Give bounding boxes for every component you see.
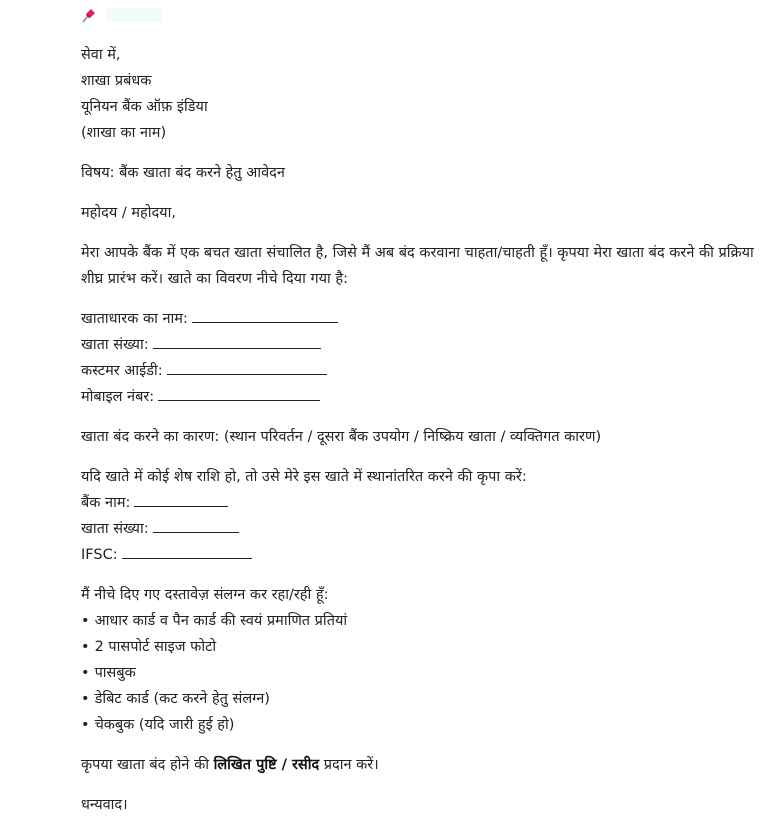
list-item: • 2 पासपोर्ट साइज फोटो	[81, 634, 770, 660]
faint-header-label	[106, 8, 162, 22]
closure-reason: खाता बंद करने का कारण: (स्थान परिवर्तन / दूसरा बैंक उपयोग / निष्क्रिय खाता / व्यक्तिगत कारण)	[81, 429, 602, 445]
field-label: खाता संख्या:	[81, 337, 149, 353]
transfer-details	[81, 490, 770, 568]
closing-request-bold: लिखित पुष्टि / रसीद	[213, 757, 320, 773]
field-account-holder-name	[81, 306, 770, 332]
blank-line	[153, 518, 239, 533]
blank-line	[153, 334, 321, 349]
closing-request	[81, 752, 770, 778]
field-mobile-number	[81, 384, 770, 410]
subject-line: विषय: बैंक खाता बंद करने हेतु आवेदन	[81, 165, 285, 181]
body-intro: मेरा आपके बैंक में एक बचत खाता संचालित है, जिसे मैं अब बंद करवाना चाहता/चाहती हूँ। कृपया मेरा खाता बंद करने की प्रक्रिया शीघ्र प्रारंभ करें। खाते का विवरण नीचे दिया गया है:	[81, 245, 754, 287]
field-customer-id	[81, 358, 770, 384]
field-transfer-account-number	[81, 516, 770, 542]
list-item: • डेबिट कार्ड (कट करने हेतु संलग्न)	[81, 686, 770, 712]
field-label: कस्टमर आईडी:	[81, 363, 163, 379]
field-label: खाता संख्या:	[81, 521, 149, 537]
recipient-branch: (शाखा का नाम)	[81, 125, 167, 141]
pushpin-icon	[80, 6, 98, 24]
blank-line	[158, 386, 320, 401]
application-letter	[81, 42, 770, 818]
greeting: महोदय / महोदया,	[81, 205, 176, 221]
list-item: • आधार कार्ड व पैन कार्ड की स्वयं प्रमाणित प्रतियां	[81, 608, 770, 634]
salutation-to: सेवा में,	[81, 47, 121, 63]
transfer-intro: यदि खाते में कोई शेष राशि हो, तो उसे मेरे इस खाते में स्थानांतरित करने की कृपा करें:	[81, 469, 527, 485]
blank-line	[192, 308, 338, 323]
thanks: धन्यवाद।	[81, 797, 128, 813]
list-item: • चेकबुक (यदि जारी हुई हो)	[81, 712, 770, 738]
recipient-bank: यूनियन बैंक ऑफ़ इंडिया	[81, 99, 208, 115]
field-ifsc	[81, 542, 770, 568]
closing-request-prefix: कृपया खाता बंद होने की	[81, 757, 214, 773]
documents-intro: मैं नीचे दिए गए दस्तावेज़ संलग्न कर रहा/रही हूँ:	[81, 587, 329, 603]
field-label: बैंक नाम:	[81, 495, 131, 511]
documents-list	[81, 608, 770, 738]
field-bank-name	[81, 490, 770, 516]
account-details	[81, 306, 770, 410]
recipient-designation: शाखा प्रबंधक	[81, 73, 152, 89]
closing-request-suffix: प्रदान करें।	[319, 757, 379, 773]
list-item: • पासबुक	[81, 660, 770, 686]
blank-line	[134, 492, 228, 507]
field-account-number	[81, 332, 770, 358]
field-label: मोबाइल नंबर:	[81, 389, 155, 405]
field-label: IFSC:	[81, 547, 118, 563]
blank-line	[122, 544, 252, 559]
header-bar	[80, 4, 162, 26]
field-label: खाताधारक का नाम:	[81, 311, 188, 327]
blank-line	[167, 360, 327, 375]
